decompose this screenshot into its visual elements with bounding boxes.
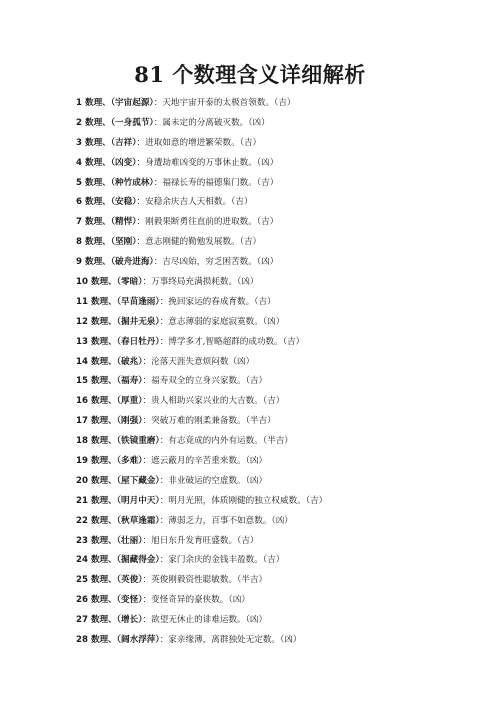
- entry-description: ：万事终局充满损耗数。（凶）: [142, 277, 259, 288]
- entry-description: ：博学多才,智略超群的成功数。（吉）: [159, 336, 305, 347]
- list-item: [76, 372, 486, 392]
- entry-label: 10 数理、（零暗）: [76, 277, 143, 288]
- entry-description: ：欲望无休止的诽难运数。（凶）: [142, 615, 268, 626]
- list-item: [76, 571, 486, 591]
- entry-description: ：刚毅果断勇往直前的进取数。（吉）: [136, 217, 279, 228]
- entry-description: ：明月光照，体质刚健的独立权威数。（吉）: [159, 495, 328, 506]
- list-item: [76, 313, 486, 333]
- entry-label: 21 数理、（明月中天）: [76, 495, 160, 506]
- entry-label: 18 数理、（铁镜重磨）: [76, 436, 160, 447]
- entry-description: ：变怪奇异的豪侠数。（凶）: [142, 595, 250, 606]
- entry-description: ：英俊刚毅资性聪敏数。（半吉）: [142, 575, 268, 586]
- entry-label: 4 数理、（凶变）: [76, 157, 137, 168]
- entry-label: 14 数理、（破兆）: [76, 356, 143, 367]
- list-item: [76, 532, 486, 552]
- entry-description: ：挽回家运的春成育数。（吉）: [159, 296, 276, 307]
- list-item: [76, 611, 486, 631]
- entry-description: ：贵人相助兴家兴业的大吉数。（吉）: [142, 396, 285, 407]
- document-title: 81 个数理含义详细解析: [134, 62, 366, 87]
- entry-description: ：意志刚健的勤勉发展数。（吉）: [136, 237, 262, 248]
- entry-description: ：遮云蔽月的辛苦重来数。（凶）: [142, 456, 268, 467]
- entry-label: 19 数理、（多难）: [76, 456, 143, 467]
- entry-label: 17 数理、（刚强）: [76, 416, 143, 427]
- entry-label: 22 数理、（秋草逢霜）: [76, 515, 160, 526]
- entry-description: ：突破万难的刚柔兼备数。（半吉）: [142, 416, 276, 427]
- entry-list: [76, 94, 486, 651]
- list-item: [76, 333, 486, 353]
- entry-description: ：进取如意的增进繁荣数。（吉）: [136, 137, 262, 148]
- list-item: [76, 631, 486, 651]
- list-item: [76, 432, 486, 452]
- entry-label: 11 数理、（早苗逢雨）: [76, 296, 160, 307]
- list-item: [76, 551, 486, 571]
- list-item: [76, 591, 486, 611]
- list-item: [76, 174, 486, 194]
- list-item: [76, 353, 486, 373]
- entry-description: ：天地宇宙开泰的太极首领数。（吉）: [153, 98, 296, 108]
- list-item: [76, 412, 486, 432]
- entry-label: 6 数理、（安稳）: [76, 197, 137, 208]
- list-item: [76, 114, 486, 134]
- list-item: [76, 253, 486, 273]
- entry-label: 5 数理、（种竹成林）: [76, 177, 154, 188]
- list-item: [76, 233, 486, 253]
- entry-description: ：有志竟成的内外有运数。（半吉）: [159, 436, 293, 447]
- list-item: [76, 512, 486, 532]
- entry-label: 16 数理、（厚重）: [76, 396, 143, 407]
- list-item: [76, 134, 486, 154]
- entry-label: 7 数理、（精悍）: [76, 217, 137, 228]
- list-item: [76, 293, 486, 313]
- entry-label: 1 数理、（宇宙起源）: [76, 98, 154, 108]
- list-item: [76, 213, 486, 233]
- entry-label: 28 数理、（阔水浮萍）: [76, 635, 160, 646]
- entry-label: 12 数理、（掘井无泉）: [76, 316, 160, 327]
- entry-label: 20 数理、（屋下藏金）: [76, 475, 160, 486]
- entry-label: 23 数理、（壮丽）: [76, 535, 143, 546]
- list-item: [76, 273, 486, 293]
- list-item: [76, 154, 486, 174]
- entry-description: ：安稳余庆吉人天相数。（吉）: [136, 197, 253, 208]
- entry-description: ：福寿双全的立身兴家数。（吉）: [142, 376, 268, 387]
- entry-label: 26 数理、（变怪）: [76, 595, 143, 606]
- entry-description: ：身遭劫难凶变的万事休止数。（凶）: [136, 157, 279, 168]
- entry-description: ：福禄长寿的福德集门数。（吉）: [153, 177, 279, 188]
- list-item: [76, 472, 486, 492]
- entry-label: 15 数理、（福寿）: [76, 376, 143, 387]
- entry-label: 8 数理、（坚刚）: [76, 237, 137, 248]
- list-item: [76, 392, 486, 412]
- entry-label: 9 数理、（破舟进海）: [76, 257, 154, 268]
- entry-description: ：非业破运的空虚数。（凶）: [159, 475, 268, 486]
- entry-description: ：薄弱乏力，百事不如意数。（凶）: [159, 515, 293, 526]
- entry-description: ：旭日东升发育旺盛数。（吉）: [142, 535, 259, 546]
- entry-label: 3 数理、（吉祥）: [76, 137, 137, 148]
- entry-label: 27 数理、（增长）: [76, 615, 143, 626]
- list-item: [76, 452, 486, 472]
- list-item: [76, 492, 486, 512]
- entry-label: 13 数理、（春日牡丹）: [76, 336, 160, 347]
- entry-description: ：家门余庆的金钱丰盈数。（吉）: [159, 555, 285, 566]
- entry-description: ：沦落天涯失意烦闷数（凶）: [142, 356, 255, 367]
- list-item: [76, 193, 486, 213]
- entry-label: 25 数理、（英俊）: [76, 575, 143, 586]
- entry-description: ：属未定的分离破灭数。（凶）: [153, 117, 270, 128]
- entry-label: 2 数理、（一身孤节）: [76, 117, 154, 128]
- entry-description: ：吉尽凶始，穷乏困苦数。（凶）: [153, 257, 279, 268]
- list-item: [76, 94, 486, 114]
- entry-label: 24 数理、（掘藏得金）: [76, 555, 160, 566]
- entry-description: ：家亲缘薄，离群独处无定数。（凶）: [159, 635, 302, 646]
- entry-description: ：意志薄弱的家庭寂寞数。（凶）: [159, 316, 285, 327]
